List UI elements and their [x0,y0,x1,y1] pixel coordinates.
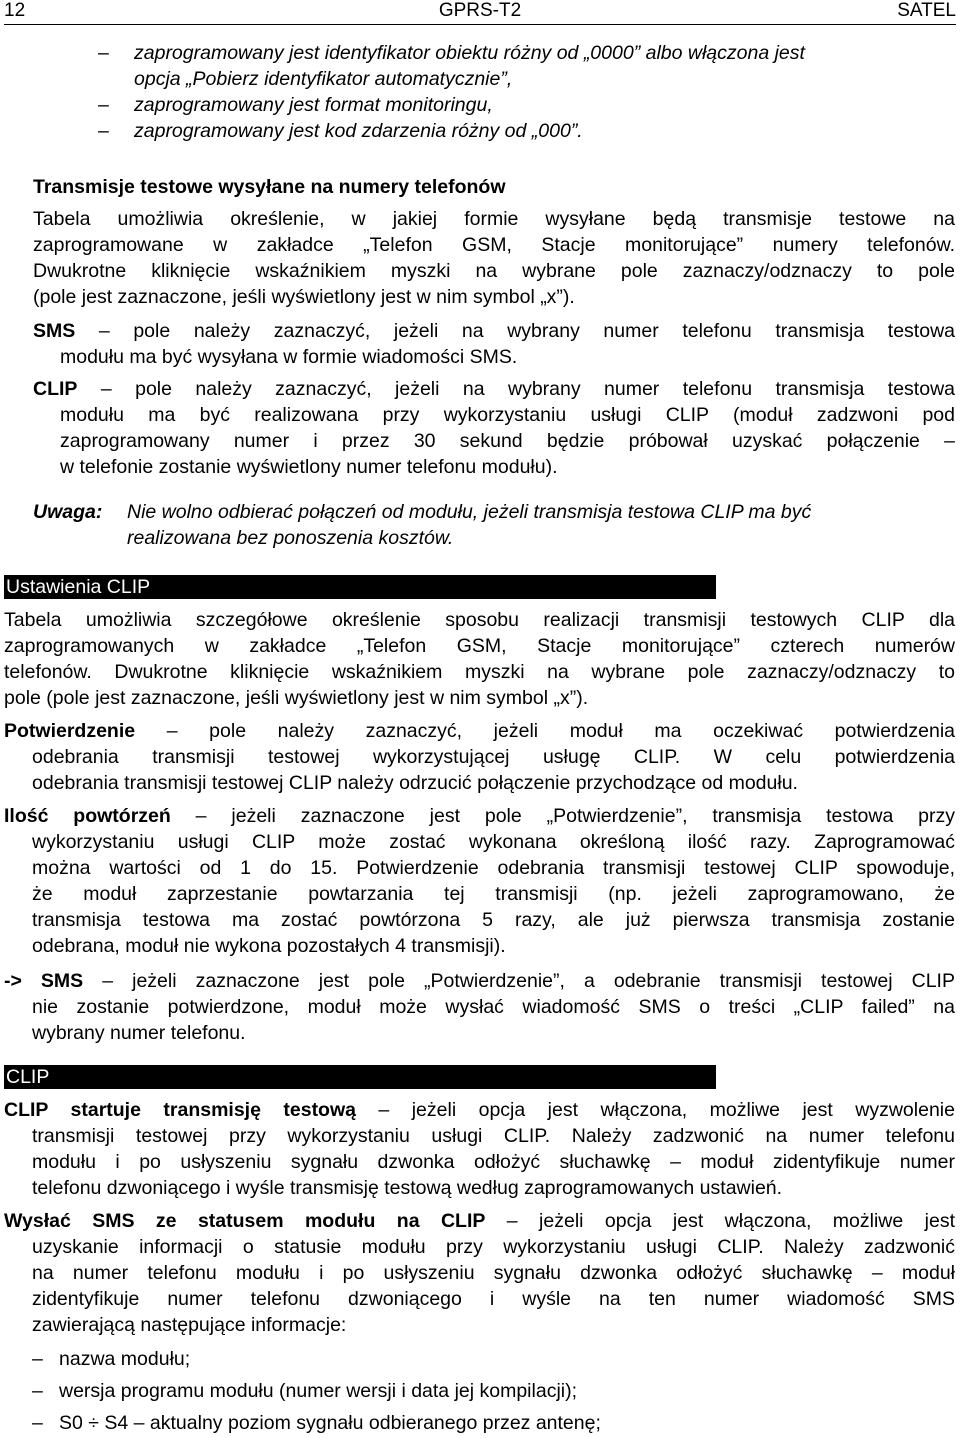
definition-sms-arrow: -> SMS – jeżeli zaznaczone jest pole „Potwierdzenie”, a odebranie transmisji testowej CLIP nie zostanie potwierdzone, moduł może wysłać wiadomość SMS o treści „CLIP failed” na wybrany numer telefonu. [4,970,955,1044]
definition-clip: CLIP – pole należy zaznaczyć, jeżeli na wybrany numer telefonu transmisja testowa modułu ma być realizowana przy wykorzystaniu usługi CLIP (moduł zadzwoni pod zaprogramowany numer i przez 30 sekund będzie próbował uzyskać połączenie – w telefonie zostanie wyświetlony numer telefonu modułu). [33,378,955,478]
term: Ilość powtórzeń [4,805,171,827]
dash-bullet: – [32,1412,43,1434]
paragraph: Tabela umożliwia szczegółowe określenie sposobu realizacji transmisji testowych CLIP dla zaprogramowanych w zakładce „Telefon GSM, Stacje monitorujące” czterech numerów telefonów. Dwukrotne kliknięcie wskaźnikiem myszki na wybrane pole zaznaczy/odznaczy to pole (pole jest zaznaczone, jeśli wyświetlony jest w nim symbol „x”). [4,609,955,709]
list-item-text: wersja programu modułu (numer wersji i data jej kompilacji); [59,1380,578,1402]
list-item-text: zaprogramowany jest kod zdarzenia różny od „000”. [134,120,583,142]
page-header [4,0,956,25]
dash-bullet: – [98,120,109,142]
note-text: Nie wolno odbierać połączeń od modułu, jeżeli transmisja testowa CLIP ma być realizowana bez ponoszenia kosztów. [127,501,812,549]
section-title-bar: CLIP [4,1065,716,1089]
term: SMS [33,320,76,342]
document-title: GPRS-T2 [438,0,522,21]
definition-potwierdzenie: Potwierdzenie – pole należy zaznaczyć, jeżeli moduł ma oczekiwać potwierdzenia odebrania transmisji testowej wykorzystującej usługę CLIP. W celu potwierdzenia odebrania transmisji testowej CLIP należy odrzucić połączenie przychodzące od modułu. [4,720,955,794]
definition-sms: SMS – pole należy zaznaczyć, jeżeli na wybrany numer telefonu transmisja testowa modułu ma być wysyłana w formie wiadomości SMS. [33,320,955,368]
list-item-text: opcja „Pobierz identyfikator automatycznie”, [134,68,513,90]
section-heading: Transmisje testowe wysyłane na numery telefonów [33,176,506,198]
page-number: 12 [4,0,26,21]
list-item-text: S0 ÷ S4 – aktualny poziom sygnału odbieranego przez antenę; [59,1412,601,1434]
definition-sms-status: Wysłać SMS ze statusem modułu na CLIP – jeżeli opcja jest włączona, możliwe jest uzyskanie informacji o statusie modułu przy wykorzystaniu usługi CLIP. Należy zadzwonić na numer telefonu modułu i po usłyszeniu sygnału dzwonka odłożyć słuchawkę – moduł zidentyfikuje numer telefonu dzwoniącego i wyśle na ten numer wiadomość SMS zawierającą następujące informacje: [4,1210,955,1336]
list-item-text: nazwa modułu; [59,1348,191,1370]
dash-bullet: – [98,94,109,116]
paragraph: Tabela umożliwia określenie, w jakiej formie wysyłane będą transmisje testowe na zaprogramowane w zakładce „Telefon GSM, Stacje monitorujące” numery telefonów. Dwukrotne kliknięcie wskaźnikiem myszki na wybrane pole zaznaczy/odznaczy to pole (pole jest zaznaczone, jeśli wyświetlony jest w nim symbol „x”). [33,208,955,308]
dash-bullet: – [98,42,109,64]
list-item-text: zaprogramowany jest format monitoringu, [134,94,493,116]
note-label: Uwaga: [33,501,103,523]
dash-bullet: – [32,1380,43,1402]
term: Potwierdzenie [4,720,136,742]
definition-clip-start: CLIP startuje transmisję testową – jeżeli opcja jest włączona, możliwe jest wyzwolenie transmisji testowej przy wykorzystaniu usługi CLIP. Należy zadzwonić na numer telefonu modułu i po usłyszeniu sygnału dzwonka odłożyć słuchawkę – moduł zidentyfikuje numer telefonu dzwoniącego i wyśle transmisję testową według zaprogramowanych ustawień. [4,1099,955,1199]
definition-ilosc-powtorzen: Ilość powtórzeń – jeżeli zaznaczone jest pole „Potwierdzenie”, transmisja testowa przy wykorzystaniu usługi CLIP może zostać wykonana określoną ilość razy. Zaprogramować można wartości od 1 do 15. Potwierdzenie odebrania transmisji testowej CLIP spowoduje, że moduł zaprzestanie powtarzania tej transmisji (np. jeżeli zaprogramowano, że transmisja testowa ma zostać powtórzona 5 razy, ale już pierwsza transmisja zostanie odebrana, moduł nie wykona pozostałych 4 transmisji). [4,805,955,957]
term: CLIP startuje transmisję testową [4,1099,356,1121]
term: CLIP [33,378,78,400]
term: -> SMS [4,970,84,992]
dash-bullet: – [32,1348,43,1370]
list-item-text: zaprogramowany jest identyfikator obiektu różny od „0000” albo włączona jest [134,42,805,64]
section-title-bar: Ustawienia CLIP [4,575,716,599]
brand-name: SATEL [897,0,956,21]
term: Wysłać SMS ze statusem modułu na CLIP [4,1210,486,1232]
